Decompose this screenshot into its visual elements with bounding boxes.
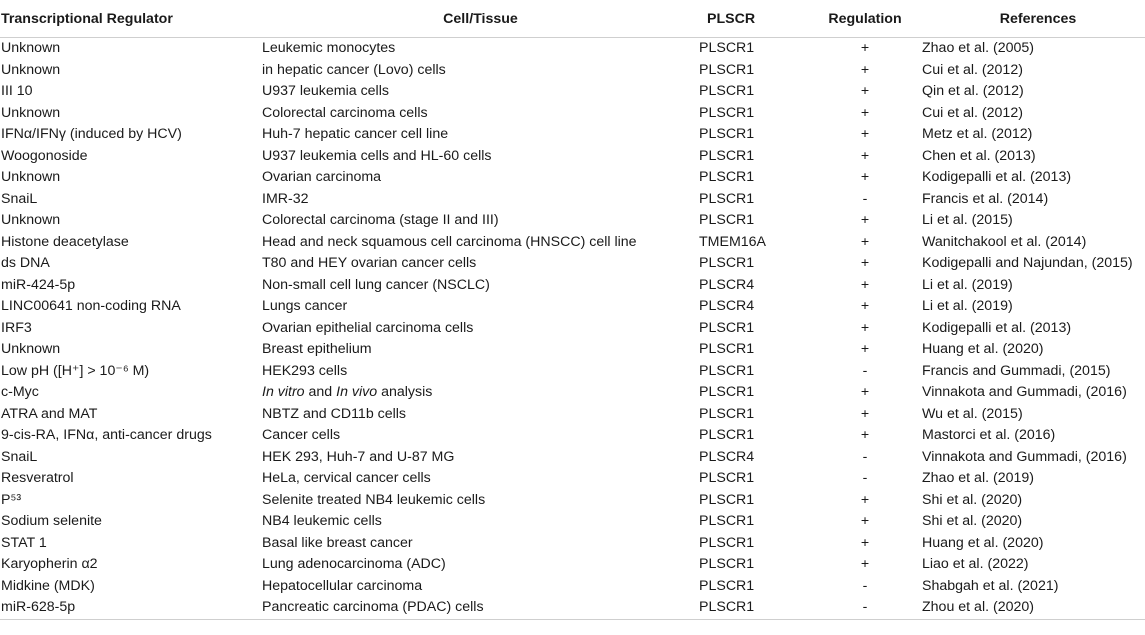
table-row <box>0 189 1145 211</box>
cell-reference: Kodigepalli et al. (2013) <box>922 319 1072 336</box>
cell-tissue: NB4 leukemic cells <box>262 513 382 529</box>
cell-reference: Wu et al. (2015) <box>922 405 1023 422</box>
cell-regulation: + <box>860 534 870 551</box>
cell-regulation: - <box>808 597 922 619</box>
cell-reference: Vinnakota and Gummadi, (2016) <box>922 384 1127 400</box>
table-row <box>0 382 1145 404</box>
table-row <box>0 81 1145 103</box>
cell-regulator: c-Myc <box>1 384 39 400</box>
cell-tissue: In vitro and In vivo analysis <box>262 384 433 400</box>
cell-tissue: Ovarian epithelial carcinoma cells <box>262 319 474 336</box>
cell-reference: Liao et al. (2022) <box>922 556 1029 572</box>
cell-plscr: PLSCR1 <box>699 577 755 594</box>
cell-tissue: Pancreatic carcinoma (PDAC) cells <box>262 597 699 619</box>
table-row <box>0 576 1145 598</box>
cell-plscr: PLSCR1 <box>699 556 755 572</box>
cell-reference: Metz et al. (2012) <box>922 126 1033 142</box>
cell-plscr: PLSCR1 <box>699 104 755 121</box>
table-row <box>0 103 1145 125</box>
cell-regulator: IFNα/IFNγ (induced by HCV) <box>1 126 182 142</box>
cell-tissue: T80 and HEY ovarian cancer cells <box>262 255 477 271</box>
cell-regulator: ATRA and MAT <box>1 405 98 422</box>
cell-regulation: + <box>860 491 870 508</box>
table-row <box>0 60 1145 82</box>
table-row <box>0 404 1145 426</box>
cell-tissue: Huh-7 hepatic cancer cell line <box>262 126 449 142</box>
cell-regulation: - <box>862 577 868 594</box>
cell-regulator: ds DNA <box>1 255 50 271</box>
cell-plscr: PLSCR1 <box>699 341 755 357</box>
cell-plscr: PLSCR1 <box>699 319 755 336</box>
cell-reference: Huang et al. (2020) <box>922 341 1044 357</box>
cell-plscr: PLSCR1 <box>699 169 755 185</box>
cell-reference: Mastorci et al. (2016) <box>922 427 1056 443</box>
cell-regulation: + <box>860 384 870 400</box>
cell-regulator: STAT 1 <box>1 534 47 551</box>
cell-tissue: U937 leukemia cells <box>262 83 389 99</box>
table-body <box>0 38 1145 620</box>
cell-tissue: Colorectal carcinoma (stage II and III) <box>262 212 499 228</box>
cell-reference: Chen et al. (2013) <box>922 147 1036 164</box>
cell-reference: Zhao et al. (2019) <box>922 470 1034 486</box>
table-row <box>0 339 1145 361</box>
cell-tissue: Lung adenocarcinoma (ADC) <box>262 556 446 572</box>
cell-regulation: + <box>860 427 870 443</box>
cell-regulator: SnaiL <box>1 448 38 465</box>
cell-tissue: Breast epithelium <box>262 341 372 357</box>
cell-regulation: + <box>860 104 870 121</box>
cell-tissue: Colorectal carcinoma cells <box>262 104 428 121</box>
table-row <box>0 490 1145 512</box>
cell-tissue: U937 leukemia cells and HL-60 cells <box>262 147 492 164</box>
cell-regulation: + <box>860 83 870 99</box>
cell-regulation: + <box>860 169 870 185</box>
cell-regulation: + <box>860 255 870 271</box>
cell-regulator: Resveratrol <box>1 470 74 486</box>
cell-regulation: + <box>860 319 870 336</box>
cell-reference: Li et al. (2019) <box>922 276 1013 293</box>
cell-plscr: TMEM16A <box>699 233 767 250</box>
cell-plscr: PLSCR4 <box>699 298 755 314</box>
cell-tissue: Basal like breast cancer <box>262 534 413 551</box>
cell-tissue: IMR-32 <box>262 190 309 207</box>
cell-regulation: - <box>862 190 868 207</box>
cell-regulation: + <box>860 61 870 78</box>
cell-tissue: HEK293 cells <box>262 362 348 379</box>
cell-reference: Zhou et al. (2020) <box>922 597 1145 619</box>
cell-reference: Shabgah et al. (2021) <box>922 577 1059 594</box>
table-row <box>0 318 1145 340</box>
cell-tissue: HeLa, cervical cancer cells <box>262 470 431 486</box>
cell-plscr: PLSCR1 <box>699 384 755 400</box>
cell-reference: Kodigepalli et al. (2013) <box>922 169 1072 185</box>
cell-plscr: PLSCR1 <box>699 405 755 422</box>
cell-regulation: + <box>860 212 870 228</box>
cell-plscr: PLSCR1 <box>699 470 755 486</box>
cell-plscr: PLSCR1 <box>699 597 808 619</box>
cell-plscr: PLSCR1 <box>699 427 755 443</box>
table-row <box>0 468 1145 490</box>
cell-tissue: Hepatocellular carcinoma <box>262 577 423 594</box>
cell-reference: Huang et al. (2020) <box>922 534 1044 551</box>
cell-tissue: Lungs cancer <box>262 298 348 314</box>
cell-regulation: + <box>860 276 870 293</box>
cell-regulation: + <box>860 341 870 357</box>
cell-plscr: PLSCR1 <box>699 534 755 551</box>
cell-regulation: - <box>862 470 868 486</box>
cell-regulation: + <box>860 513 870 529</box>
cell-plscr: PLSCR1 <box>699 362 755 379</box>
cell-reference: Francis et al. (2014) <box>922 190 1049 207</box>
cell-regulation: + <box>860 126 870 142</box>
cell-regulation: + <box>860 556 870 572</box>
table-row <box>0 124 1145 146</box>
header-references: References <box>922 0 1145 38</box>
cell-regulator: miR-628-5p <box>0 597 262 619</box>
cell-regulation: + <box>860 147 870 164</box>
table-row <box>0 38 1145 60</box>
cell-reference: Shi et al. (2020) <box>922 513 1023 529</box>
cell-reference: Cui et al. (2012) <box>922 61 1023 78</box>
cell-regulation: + <box>860 298 870 314</box>
cell-reference: Shi et al. (2020) <box>922 491 1023 508</box>
cell-tissue: Leukemic monocytes <box>262 40 396 56</box>
cell-regulation: + <box>860 233 870 250</box>
cell-tissue: HEK 293, Huh-7 and U-87 MG <box>262 448 455 465</box>
cell-reference: Li et al. (2019) <box>922 298 1013 314</box>
header-cell-tissue: Cell/Tissue <box>262 0 699 38</box>
cell-regulator: SnaiL <box>1 190 38 207</box>
cell-plscr: PLSCR1 <box>699 212 755 228</box>
cell-regulation: - <box>862 362 868 379</box>
table-row <box>0 296 1145 318</box>
cell-reference: Qin et al. (2012) <box>922 83 1024 99</box>
cell-regulator: Unknown <box>1 341 61 357</box>
cell-regulator: LINC00641 non-coding RNA <box>1 298 181 314</box>
cell-plscr: PLSCR1 <box>699 83 755 99</box>
cell-reference: Li et al. (2015) <box>922 212 1013 228</box>
cell-reference: Zhao et al. (2005) <box>922 40 1034 56</box>
cell-regulator: Unknown <box>1 169 61 185</box>
cell-plscr: PLSCR1 <box>699 126 755 142</box>
header-transcriptional-regulator: Transcriptional Regulator <box>0 0 262 38</box>
cell-regulator: P⁵³ <box>1 491 22 508</box>
cell-plscr: PLSCR1 <box>699 61 755 78</box>
table-row <box>0 554 1145 576</box>
table-row <box>0 253 1145 275</box>
cell-tissue: in hepatic cancer (Lovo) cells <box>262 61 446 78</box>
cell-tissue: Ovarian carcinoma <box>262 169 382 185</box>
table-row <box>0 533 1145 555</box>
table-header <box>0 0 1145 38</box>
cell-regulator: Sodium selenite <box>1 513 102 529</box>
cell-plscr: PLSCR1 <box>699 40 755 56</box>
cell-regulator: III 10 <box>1 83 33 99</box>
table-row <box>0 361 1145 383</box>
header-plscr: PLSCR <box>699 0 808 38</box>
table-row <box>0 447 1145 469</box>
cell-reference: Wanitchakool et al. (2014) <box>922 233 1087 250</box>
cell-tissue: NBTZ and CD11b cells <box>262 405 407 422</box>
cell-regulator: Unknown <box>1 212 61 228</box>
cell-regulator: Unknown <box>1 61 61 78</box>
cell-plscr: PLSCR1 <box>699 147 755 164</box>
cell-regulation: + <box>860 405 870 422</box>
cell-plscr: PLSCR1 <box>699 513 755 529</box>
table-row <box>0 275 1145 297</box>
cell-regulator: 9-cis-RA, IFNα, anti-cancer drugs <box>1 427 212 443</box>
cell-plscr: PLSCR1 <box>699 255 755 271</box>
cell-plscr: PLSCR4 <box>699 276 755 293</box>
cell-regulator: Low pH ([H⁺] > 10⁻⁶ M) <box>1 362 150 379</box>
cell-regulator: miR-424-5p <box>1 276 76 293</box>
cell-tissue: Head and neck squamous cell carcinoma (HNSCC) cell line <box>262 233 637 250</box>
table-row <box>0 511 1145 533</box>
cell-tissue: Non-small cell lung cancer (NSCLC) <box>262 276 490 293</box>
cell-reference: Vinnakota and Gummadi, (2016) <box>922 448 1127 465</box>
cell-plscr: PLSCR1 <box>699 491 755 508</box>
header-row <box>0 0 1145 38</box>
cell-regulator: Histone deacetylase <box>1 233 129 250</box>
cell-regulator: IRF3 <box>1 319 32 336</box>
cell-reference: Cui et al. (2012) <box>922 104 1023 121</box>
cell-tissue: Selenite treated NB4 leukemic cells <box>262 491 486 508</box>
cell-regulator: Karyopherin α2 <box>1 556 98 572</box>
cell-regulator: Midkine (MDK) <box>1 577 95 594</box>
cell-plscr: PLSCR1 <box>699 190 755 207</box>
cell-plscr: PLSCR4 <box>699 448 755 465</box>
header-regulation: Regulation <box>808 0 922 38</box>
table-row <box>0 232 1145 254</box>
cell-reference: Kodigepalli and Najundan, (2015) <box>922 255 1133 271</box>
cell-regulator: Woogonoside <box>1 147 88 164</box>
cell-regulation: - <box>862 448 868 465</box>
cell-regulator: Unknown <box>1 104 61 121</box>
cell-reference: Francis and Gummadi, (2015) <box>922 362 1111 379</box>
cell-tissue: Cancer cells <box>262 427 341 443</box>
table-row <box>0 146 1145 168</box>
table-row <box>0 597 1145 619</box>
table-row <box>0 210 1145 232</box>
cell-regulation: + <box>860 40 870 56</box>
table-row <box>0 425 1145 447</box>
table-row <box>0 167 1145 189</box>
cell-regulator: Unknown <box>1 40 61 56</box>
